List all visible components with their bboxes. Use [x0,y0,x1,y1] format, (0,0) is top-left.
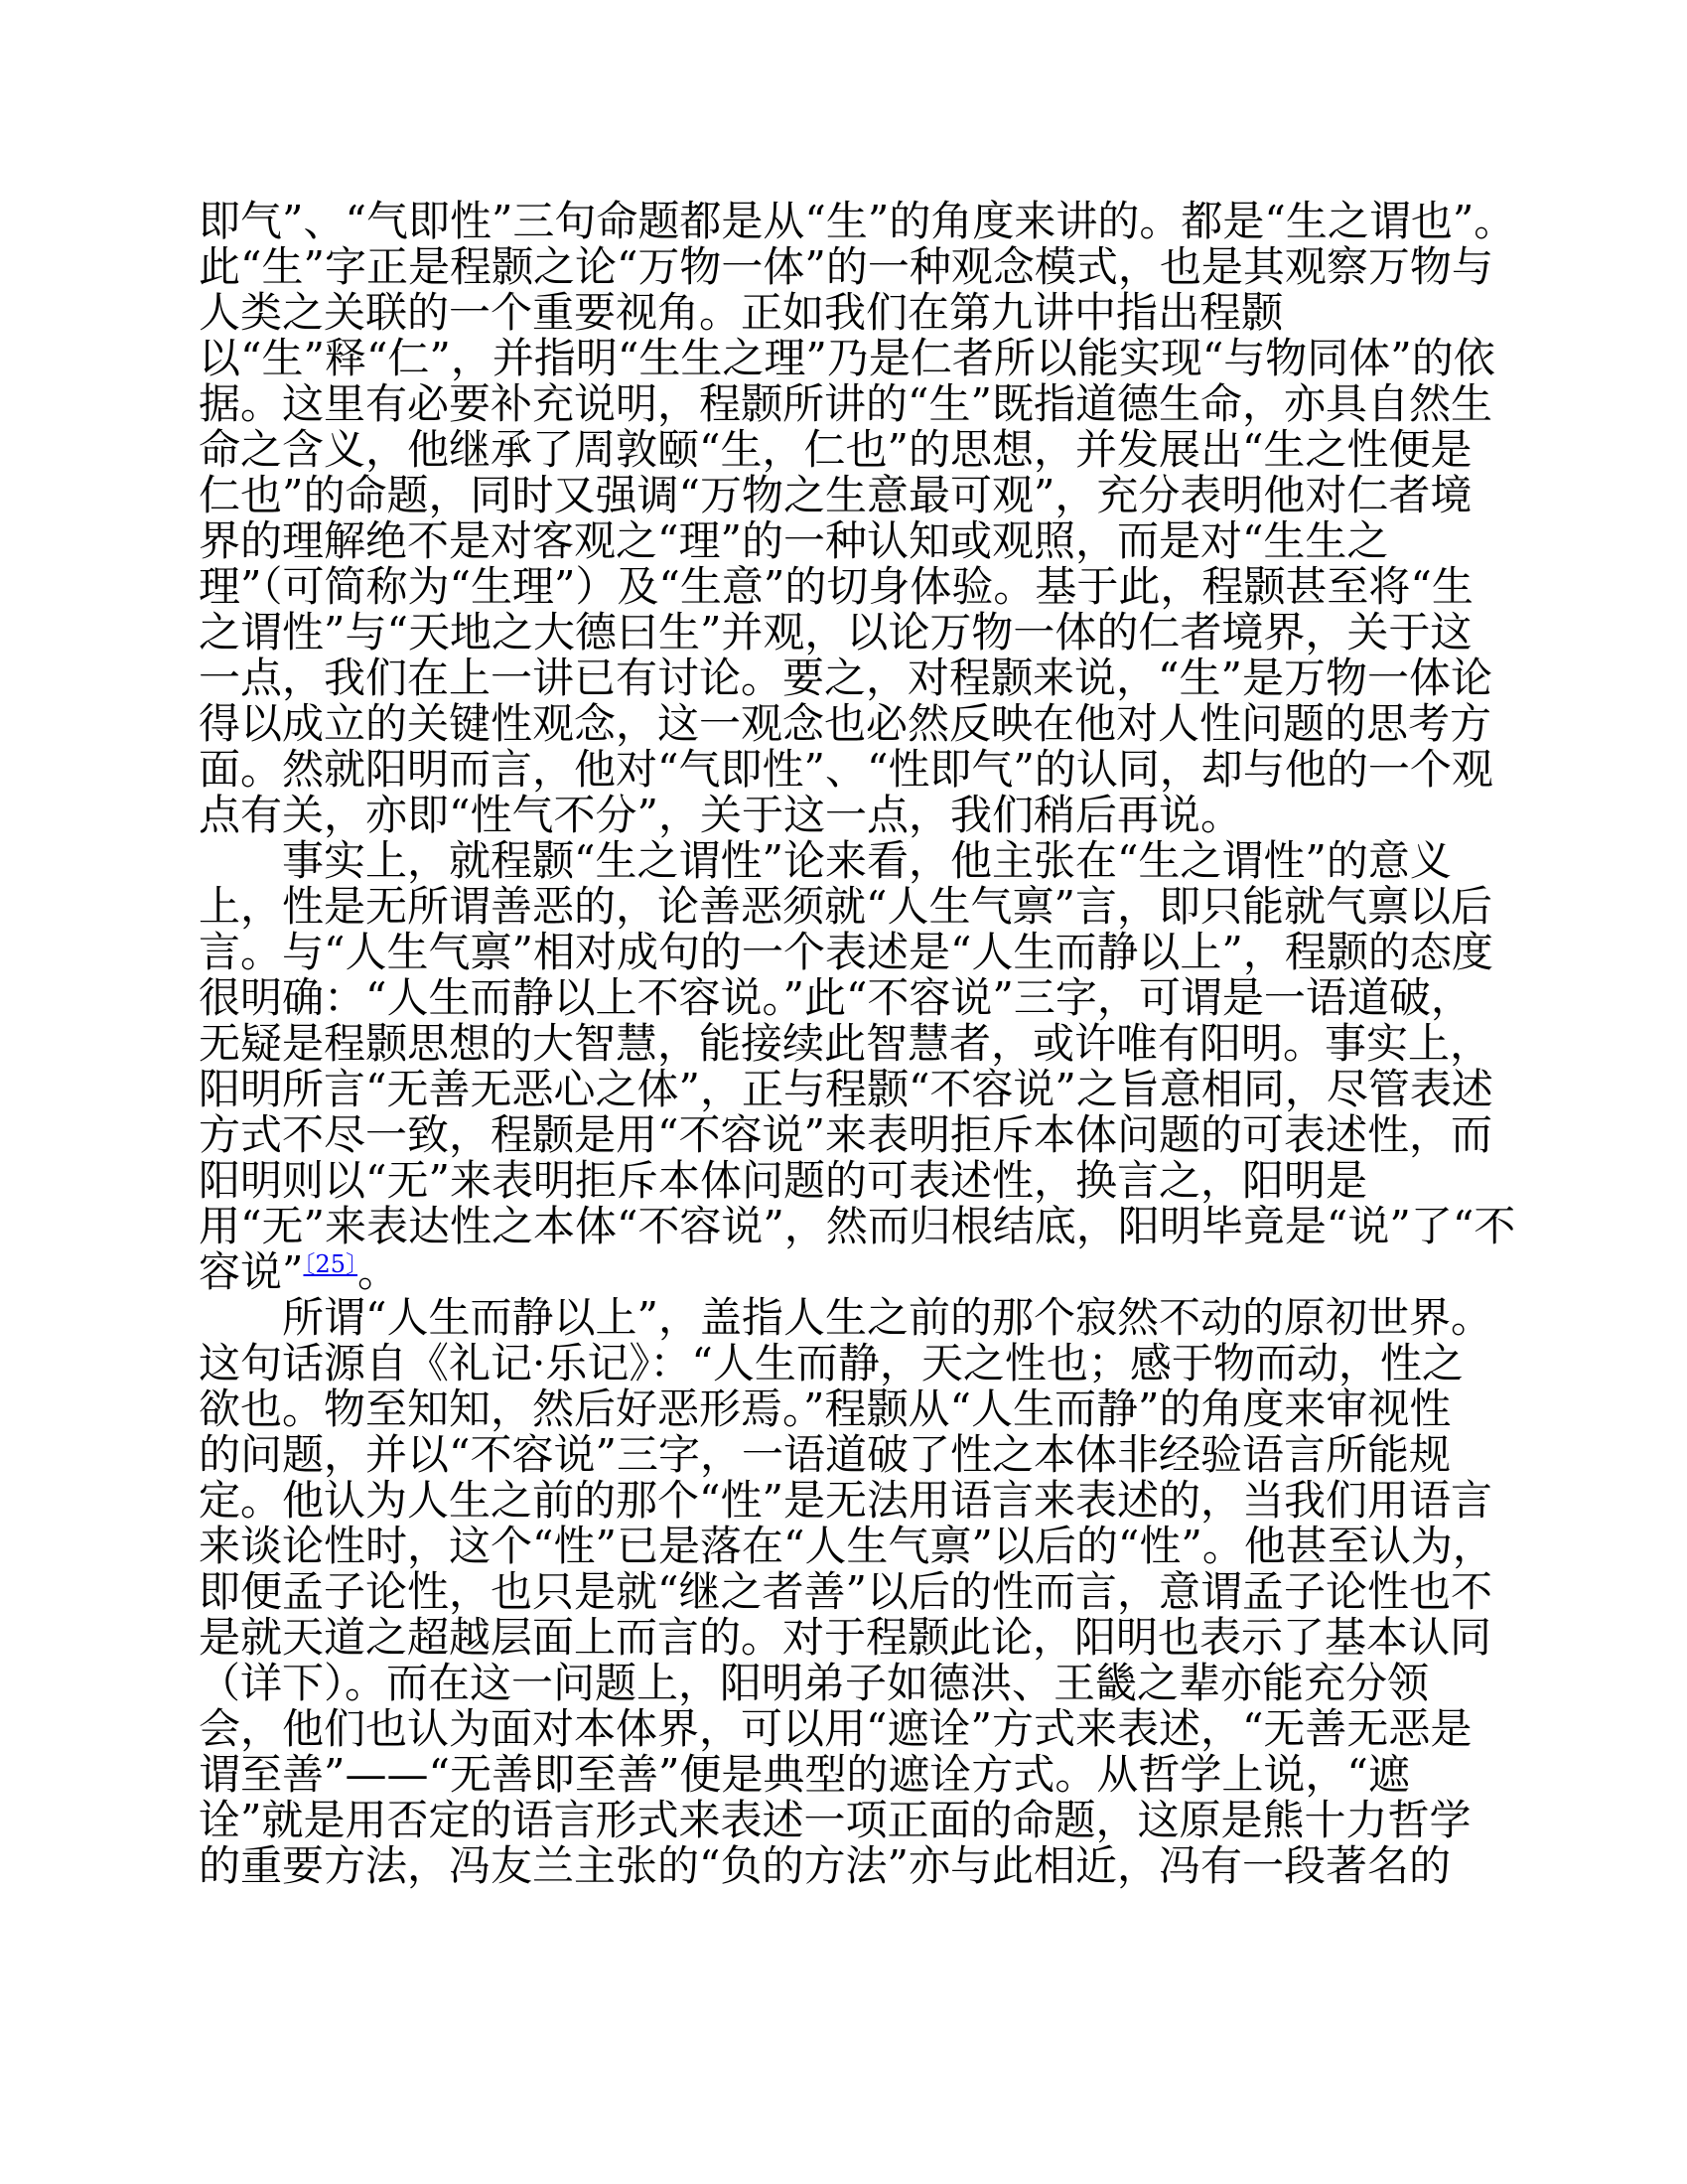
text-line: 谓至善”——“无善即至善”便是典型的遮诠方式。从哲学上说，“遮 [199,1750,1410,1799]
text-line: 很明确：“人生而静以上不容说。”此“不容说”三字，可谓是一语道破， [199,973,1473,1022]
text-line: 方式不尽一致，程颢是用“不容说”来表明拒斥本体问题的可表述性，而 [199,1110,1492,1159]
text-line: 阳明所言“无善无恶心之体”，正与程颢“不容说”之旨意相同，尽管表述 [199,1065,1493,1113]
text-line: 用“无”来表达性之本体“不容说”，然而归根结底，阳明毕竟是“说”了“不 [199,1202,1516,1250]
line-tail: 。 [357,1247,400,1296]
text-line: 上，性是无所谓善恶的，论善恶须就“人生气禀”言，即只能就气禀以后 [199,882,1492,931]
document-page [199,197,1516,1986]
text-line: 此“生”字正是程颢之论“万物一体”的一种观念模式，也是其观察万物与 [199,242,1493,291]
line-text: 容说” [199,1247,304,1296]
text-line-with-footnote [199,1249,399,1295]
text-line: 得以成立的关键性观念，这一观念也必然反映在他对人性问题的思考方 [199,699,1492,748]
text-line: 理”（可简称为“生理”）及“生意”的切身体验。基于此，程颢甚至将“生 [199,562,1474,611]
text-line: 即便孟子论性，也只是就“继之者善”以后的性而言，意谓孟子论性也不 [199,1567,1492,1616]
text-line: 以“生”释“仁”，并指明“生生之理”乃是仁者所以能实现“与物同体”的依 [199,334,1495,382]
text-line: 会，他们也认为面对本体界，可以用“遮诠”方式来表述，“无善无恶是 [199,1704,1473,1753]
text-line: 这句话源自《礼记·乐记》：“人生而静，天之性也；感于物而动，性之 [199,1339,1464,1387]
text-line: 欲也。物至知知，然后好恶形焉。”程颢从“人生而静”的角度来审视性 [199,1384,1452,1433]
text-line: 事实上，就程颢“生之谓性”论来看，他主张在“生之谓性”的意义 [199,836,1452,885]
text-line: 仁也”的命题，同时又强调“万物之生意最可观”，充分表明他对仁者境 [199,471,1473,519]
text-line: 所谓“人生而静以上”，盖指人生之前的那个寂然不动的原初世界。 [199,1293,1492,1342]
text-line: 言。与“人生气禀”相对成句的一个表述是“人生而静以上”，程颢的态度 [199,928,1493,976]
text-line: 的重要方法，冯友兰主张的“负的方法”亦与此相近，冯有一段著名的 [199,1841,1451,1890]
text-line: 命之含义，他继承了周敦颐“生，仁也”的思想，并发展出“生之性便是 [199,425,1473,474]
text-line: 面。然就阳明而言，他对“气即性”、“性即气”的认同，却与他的一个观 [199,745,1493,794]
text-line: 点有关，亦即“性气不分”，关于这一点，我们稍后再说。 [199,791,1242,839]
text-line: 阳明则以“无”来表明拒斥本体问题的可表述性，换言之，阳明是 [199,1156,1367,1205]
text-line: 一点，我们在上一讲已有讨论。要之，对程颢来说，“生”是万物一体论 [199,654,1492,702]
text-line: 的问题，并以“不容说”三字，一语道破了性之本体非经验语言所能规 [199,1430,1451,1479]
text-line: 之谓性”与“天地之大德曰生”并观，以论万物一体的仁者境界，关于这 [199,608,1473,656]
text-line: 是就天道之超越层面上而言的。对于程颢此论，阳明也表示了基本认同 [199,1613,1492,1662]
text-line: 定。他认为人生之前的那个“性”是无法用语言来表述的，当我们用语言 [199,1476,1492,1525]
text-line: 据。这里有必要补充说明，程颢所讲的“生”既指道德生命，亦具自然生 [199,379,1492,428]
text-line: 即气”、“气即性”三句命题都是从“生”的角度来讲的。都是“生之谓也”。 [199,197,1516,245]
text-line: 界的理解绝不是对客观之“理”的一种认知或观照，而是对“生生之 [199,516,1389,565]
text-line: 来谈论性时，这个“性”已是落在“人生气禀”以后的“性”。他甚至认为， [199,1522,1494,1570]
text-line: 人类之关联的一个重要视角。正如我们在第九讲中指出程颢 [199,288,1284,337]
text-line: 诠”就是用否定的语言形式来表述一项正面的命题，这原是熊十力哲学 [199,1796,1472,1844]
footnote-link[interactable]: 〔25〕 [303,1250,358,1278]
text-line: （详下）。而在这一问题上，阳明弟子如德洪、王畿之辈亦能充分领 [199,1659,1430,1707]
text-line: 无疑是程颢思想的大智慧，能接续此智慧者，或许唯有阳明。事实上， [199,1019,1492,1068]
